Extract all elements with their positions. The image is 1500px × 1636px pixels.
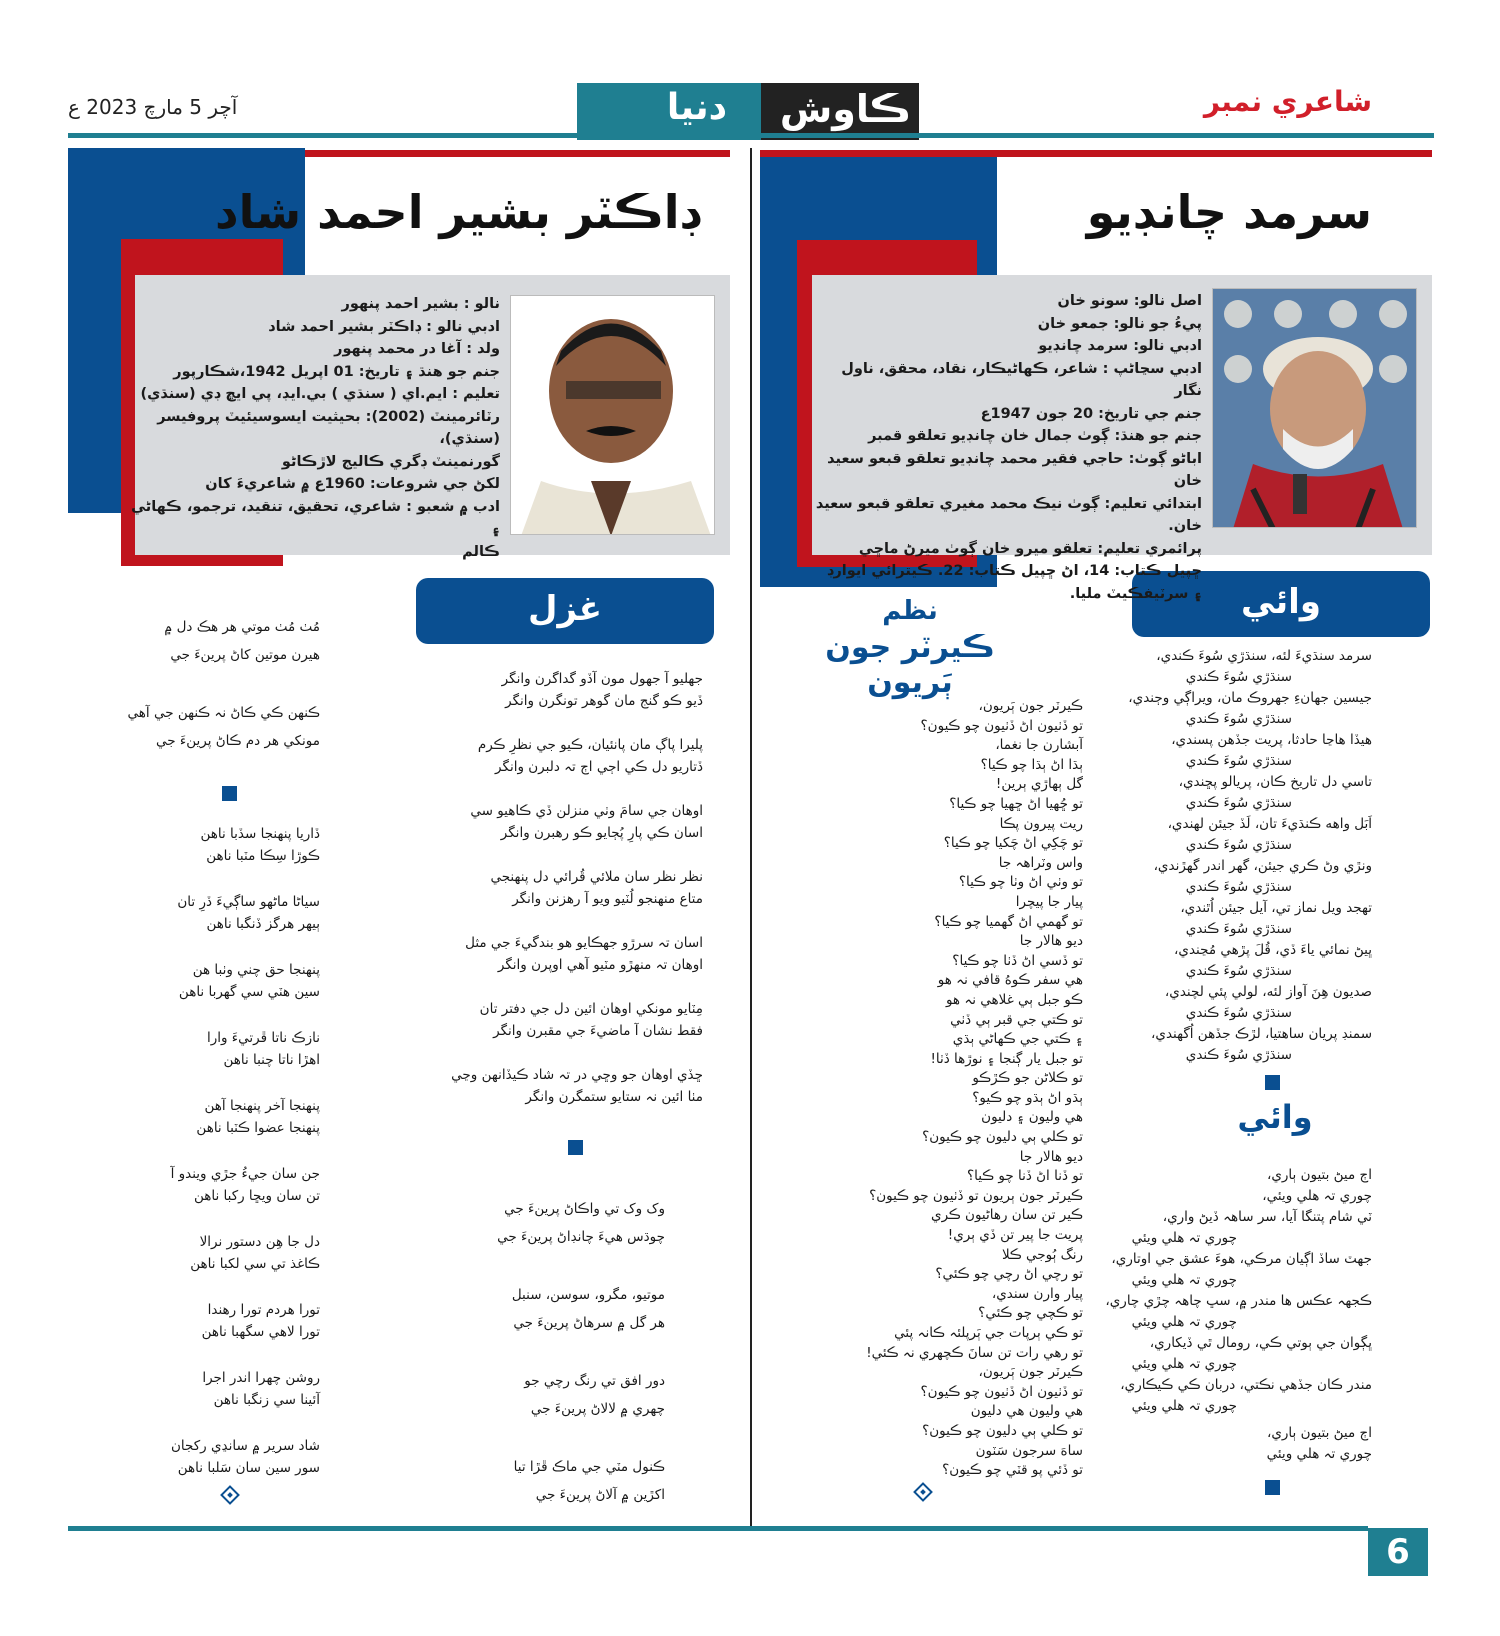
verse-line: چوڌس هيءَ چانڊاڻ پرينءَ جي — [497, 1229, 665, 1245]
wai-1-text — [1072, 646, 1372, 1066]
bio-line: ولد : آغا در محمد پنهور — [334, 341, 500, 357]
wai-heading-pill: وائي — [1132, 571, 1430, 637]
portrait-photo-icon — [1213, 289, 1417, 528]
verse-line: اهڙا ناتا چنبا ناهن — [223, 1052, 320, 1068]
verse-refrain: سنڌڙي سُوءَ ڪندي — [1185, 837, 1292, 853]
verse-line: تو ڇُهيا اڻ ڇهيا چو ڪيا؟ — [949, 795, 1083, 812]
verse-line: تاسي دل تاريخ ڪان، پريالو پڇندي، — [1178, 774, 1372, 790]
couplet — [405, 1367, 665, 1423]
verse-line: ڀيڻ نمائي ياءَ ڏي، قُلَ پڙهي مُڃندي، — [1174, 942, 1372, 958]
verse-line: جهٽ ساڏ اڳيان مرڪي، هوءَ عشق جي اوتاري، — [1111, 1251, 1372, 1267]
verse-line: تو ڪي ٻرپات جي ٻَرپلئہ ڪانہ پئي — [894, 1325, 1083, 1341]
verse-line: سمنڊ پريان ساهتيا، لڙڪ جڏهن اُگهندي، — [1151, 1026, 1372, 1042]
verse-line: ڇڏي اوهان جو وڇي در تہ شاد ڪيڏانهن وڃي — [451, 1067, 703, 1083]
verse-line: تو ڪلي ٻي دليون چو ڪيون؟ — [922, 1422, 1083, 1439]
page-number: 6 — [1368, 1528, 1428, 1576]
verse-line: تو ڏٺيون اڻ ڏٺيون چو ڪيون؟ — [920, 1383, 1083, 1400]
verse-line: تو ڪلي ٻي دليون چو ڪيون؟ — [922, 1129, 1083, 1146]
couplet — [403, 668, 703, 712]
verse-line: جن سان جيءُ جڙي ويندو آ — [170, 1166, 320, 1182]
wai-2-text — [1072, 1165, 1372, 1465]
verse-line: تو ڪلاڻن جو ڪڙڪو — [972, 1070, 1083, 1087]
verse-line: ديو هالار جا — [1019, 1148, 1083, 1165]
bio-line: تعليم : ايم.اي ( سنڌي ) بي.ايڊ، پي ايڇ ڊي (سنڌي) — [140, 386, 500, 402]
verse-refrain: سنڌڙي سُوءَ ڪندي — [1185, 963, 1292, 979]
verse-line: نازڪ ناتا ڦرتيءَ وارا — [206, 1030, 320, 1046]
couplet — [100, 1299, 320, 1343]
verse-line: تو جبل يار ڳنجا ۽ نوڙها ڏٺا! — [930, 1050, 1083, 1067]
red-rule-right — [760, 150, 1432, 157]
verse-line: تو ڏئي پو قٽي چو ڪيون؟ — [942, 1462, 1083, 1479]
bio-line: ڪالم — [462, 543, 500, 560]
verse-line: تو ڪچي چو ڪئي؟ — [978, 1305, 1083, 1322]
couplet — [403, 998, 703, 1042]
bio-text-right — [812, 290, 1202, 605]
verse-line: سياڻا ماڻهو ساڳيءَ ڏرِ تان — [177, 894, 320, 910]
verse-refrain: سنڌڙي سُوءَ ڪندي — [1185, 711, 1292, 727]
verse-line: موتيو، مگرو، سوسن، سنبل — [511, 1287, 665, 1303]
portrait-photo-icon — [511, 296, 715, 535]
couplet — [403, 734, 703, 778]
verse-line: سين هٽي سي گهربا ناهن — [178, 984, 320, 1000]
verse-line: ڏاريا پنهنجا سڏبا ناهن — [200, 826, 320, 842]
verse-line: تو چَکِي اڻ چَکيا چو ڪيا؟ — [943, 835, 1083, 852]
verse-line: چهري ۾ لالاڻ پرينءَ جي — [530, 1401, 665, 1417]
verse-line: ڏيو ڪو گنج مان گوهر تونگرن وانگر — [505, 693, 703, 709]
verse-line: اوهان جي سامَ وٺي منزلن ڏي ڪاهيو سي — [470, 803, 703, 819]
couplet — [403, 800, 703, 844]
verse-line: آئينا سي زنگبا ناهن — [213, 1392, 320, 1408]
bio-line: ادبي نالو: سرمد چانڊيو — [1038, 338, 1202, 354]
verse-line: گل ٻهاڙي ٻرين! — [995, 776, 1083, 793]
verse-line: ڀڳوان جي ٻوتي ڪي، رومال ٿي ڏيکاري، — [1149, 1335, 1372, 1351]
verse-line: صديون هِنَ آواز لئه، لولي پئي لچندي، — [1164, 984, 1372, 1000]
verse-line: رنگ ٻُوجي ڪلا — [1001, 1246, 1083, 1263]
couplet — [100, 959, 320, 1003]
bio-line: گورنمينٽ ڊگري ڪاليج لاڙڪاڻو — [281, 453, 500, 470]
wai-2-heading: وائي — [1237, 1098, 1313, 1136]
nazm-text — [763, 697, 1083, 1481]
section-separator-square-icon — [568, 1140, 583, 1155]
footer-rule — [68, 1526, 1368, 1531]
verse-line: ٻڌا اڻ ٻڌا چو ڪيا؟ — [980, 756, 1083, 773]
couplet — [100, 1231, 320, 1275]
verse-line: ۽ ڪتي جي ڪهاڻي ٻڌي — [952, 1031, 1083, 1048]
verse-refrain: چوري تہ هلي ويئي — [1131, 1230, 1237, 1246]
couplet — [100, 823, 320, 867]
bio-line: ادبي سڃاڻپ : شاعر، ڪهاڻيڪار، نقاد، محقق، ناول نگار — [841, 360, 1202, 399]
verse-line: آبشارن جا نغما، — [995, 737, 1083, 754]
nazm-title: ڪيرٽر جون ٻَريون — [825, 630, 995, 700]
verse-line: مونکي هر دم ڪاڻ پرينءَ جي — [156, 733, 320, 749]
verse-line: هيڏا هاڃا حادثا، پريت جڏهن پسندي، — [1171, 732, 1372, 748]
bio-line: پرائمري تعليم: تعلقو ميرو خان ڳوٺ ميرڻ ماڇي — [858, 540, 1202, 557]
verse-line: هر گل ۾ سرهاڻ پرينءَ جي — [513, 1315, 665, 1331]
verse-line: فقط نشان آ ماضيءَ جي مقبرن وانگر — [493, 1023, 703, 1039]
verse-line: اوهان تہ منهڙو مٽيو آهي اوپرن وانگر — [497, 957, 703, 973]
bio-line: رٽائرمينٽ (2002): بحيثيت ايسوسيئيٽ پروفيسر (سنڌي)، — [157, 408, 500, 447]
masthead-kawish: ڪاوش — [779, 87, 911, 131]
couplet — [100, 891, 320, 935]
verse-line: چوري تہ هلي ويئي، — [1262, 1188, 1372, 1204]
verse-line: ڪاغذ تي سي لکبا ناهن — [190, 1256, 320, 1272]
couplet — [100, 699, 320, 755]
verse-line: تورا هردم تورا رهندا — [207, 1302, 320, 1318]
verse-line: تو رچي اڻ رچي چو ڪئي؟ — [935, 1266, 1083, 1283]
verse-line: ڪنول مٽي جي ماڪ ڦڙا تيا — [513, 1459, 665, 1475]
verse-line: تو وٺي اڻ وٺا چو ڪيا؟ — [958, 874, 1083, 891]
verse-line: پيار جا پيچرا — [1015, 893, 1083, 910]
section-separator-square-icon — [1265, 1075, 1280, 1090]
verse-refrain: چوري تہ هلي ويئي — [1131, 1356, 1237, 1372]
verse-line: سرمد سنڌيءَ لئه، سنڌڙي سُوءَ ڪندي، — [1156, 648, 1372, 664]
verse-line: ريت پيرون پڪا — [999, 815, 1083, 832]
bio-line: اصل نالو: سونو خان — [1057, 293, 1202, 309]
couplet — [100, 1367, 320, 1411]
verse-line: تن سان ويڇا رکبا ناهن — [193, 1188, 320, 1204]
verse-refrain: سنڌڙي سُوءَ ڪندي — [1185, 1047, 1292, 1063]
poem-left-bottom-text — [100, 823, 320, 1479]
verse-line: ونڙي وڻ ڪري جيئن، گهر اندر گهڙندي، — [1153, 858, 1372, 874]
bio-line: پيءُ جو نالو: جمعو خان — [1037, 315, 1202, 332]
nazm-label: نظم — [882, 596, 938, 626]
verse-line: هي وليون ۽ دليون — [981, 1109, 1083, 1126]
header-rule — [68, 133, 1434, 138]
verse-line: ڪو جبل ٻي غلاهي نہ هو — [945, 991, 1083, 1008]
couplet — [403, 1064, 703, 1108]
verse-line: جيسين جهانءِ جهروڪ مان، ويراڳي وڄندي، — [1128, 690, 1372, 706]
bio-line: ڇپيل ڪتاب: 14، اڻ ڇپيل ڪتاب: 22. ڪيترائي ايوارڊ — [826, 563, 1202, 579]
verse-refrain: چوري تہ هلي ويئي — [1131, 1398, 1237, 1414]
verse-line: ڪنهن ڪي ڪاڻ نہ ڪنهن جي آهي — [127, 705, 320, 721]
ghazal-text — [403, 668, 703, 1130]
verse-line: ٽي شام پتنگا آيا، سر ساهہ ڏيڻ واري، — [1162, 1209, 1372, 1225]
verse-line: ڪيرٽر جون ٻريون تو ڏٺيون چو ڪيون؟ — [869, 1187, 1083, 1204]
verse-line: اڄ ميڻ بتيون ٻاري، — [1266, 1167, 1372, 1183]
verse-line: ڪجهہ عڪس ها مندر ۾، سڀ چاهہ چڙي چاري، — [1105, 1293, 1372, 1309]
verse-line: اڄ ميڻ بتيون ٻاري، — [1266, 1425, 1372, 1441]
couplet — [100, 1163, 320, 1207]
verse-line: روشن چهرا اندر اجرا — [202, 1370, 320, 1386]
profile-name: ڊاڪٽر بشير احمد شاد — [215, 185, 700, 239]
verse-line: دل جا هِن دستور نرالا — [199, 1234, 320, 1250]
verse-line: ديو هالار جا — [1019, 933, 1083, 950]
verse-line: ٻيهر هرگز ڏنگبا ناهن — [206, 916, 320, 932]
red-rule-left — [305, 150, 730, 157]
verse-line: دور افق تي رنگ رچي جو — [524, 1373, 665, 1389]
verse-line: ڪوڙا سِڪا مٽبا ناهن — [206, 848, 320, 864]
couplet — [405, 1195, 665, 1251]
verse-line: پليرا پاڳ مان پانئيان، ڪيو جي نظرِ ڪرم — [477, 737, 703, 753]
verse-line: مُٺ مُٺ موتي هر هڪ دل ۾ — [164, 619, 320, 635]
verse-line: شاد سرير ۾ سانڍي رکجان — [170, 1438, 320, 1454]
verse-line: هي سفر ڪوهُ قافي نہ هو — [937, 972, 1083, 989]
bio-line: اباڻو ڳوٺ: حاجي فقير محمد چانڊيو تعلقو قبعو سعيد خان — [827, 450, 1202, 489]
bio-line: ۽ سرٽيفڪيٽ مليا. — [1069, 585, 1202, 602]
bio-line: جنم جو هنڌ: ڳوٺ جمال خان چانڊيو تعلقو قمبر — [868, 428, 1202, 444]
verse-refrain: سنڌڙي سُوءَ ڪندي — [1185, 795, 1292, 811]
column-divider — [750, 148, 752, 1528]
verse-line: متاع منهنجو لُٽيو ويو آ رهزنن وانگر — [512, 891, 703, 907]
bio-line: نالو : بشير احمد پنهور — [341, 296, 500, 312]
verse-refrain: سنڌڙي سُوءَ ڪندي — [1185, 921, 1292, 937]
verse-line: ڪيرٽر جون ٻَريون، — [978, 1364, 1083, 1381]
section-end-square-icon — [1265, 1480, 1280, 1495]
portrait-photo-bashir — [510, 295, 715, 535]
verse-line: تو رهي رات تن سانَ ڪچهري نہ ڪئي! — [866, 1344, 1083, 1361]
verse-line: اکڙين ۾ آلاڻ پرينءَ جي — [535, 1487, 665, 1503]
verse-line: پنهنجا عضوا ڪٽبا ناهن — [196, 1120, 320, 1136]
ghazal-heading-pill: غزل — [416, 578, 714, 644]
verse-line: جهليو آ جهول مون آڏو گداگرن وانگر — [501, 671, 703, 687]
verse-line: ڏتاريو دل ڪي اڄي اڄ تہ دلبرن وانگر — [495, 759, 703, 775]
verse-line: پنهنجا حق چني وٺبا هن — [192, 962, 320, 978]
verse-line: تو ڏسي اڻ ڏٺا چو ڪيا؟ — [952, 952, 1083, 969]
verse-line: هيرن موتين کاڻ پرينءَ جي — [170, 647, 320, 663]
verse-line: اسان تہ سرڙو جهڪايو هو بندگيءَ جي مثل — [465, 935, 703, 951]
verse-line: واس وٽراهہ جا — [998, 854, 1083, 871]
verse-line: تورا لاهي سگهبا ناهن — [201, 1324, 320, 1340]
verse-line: سور سين سان سَلبا ناهن — [177, 1460, 320, 1476]
couplet — [100, 1435, 320, 1479]
verse-refrain: چوري تہ هلي ويئي — [1131, 1314, 1237, 1330]
verse-line: وک وک تي واڪاڻ پرينءَ جي — [504, 1201, 665, 1217]
verse-line: اَبَل واهه ڪنڌيءَ تان، لَڏ جيئن لهندي، — [1167, 816, 1372, 832]
verse-line: تو ڏنا اڻ ڏنا چو ڪيا؟ — [966, 1168, 1083, 1185]
verse-line: تهجد ويل نماز تي، آيل جيئن اُٿندي، — [1180, 900, 1372, 916]
verse-line: مندر ڪان جڏهي نڪتي، دربان ڪي ڪيڪاري، — [1120, 1377, 1372, 1393]
verse-line: پريت جا پير تن ڏي ٻري! — [947, 1227, 1083, 1244]
section-title: شاعري نمبر — [1203, 85, 1372, 118]
verse-refrain: سنڌڙي سُوءَ ڪندي — [1185, 669, 1292, 685]
section-separator-square-icon — [222, 786, 237, 801]
couplet — [403, 932, 703, 976]
section-end-diamond-icon — [913, 1482, 933, 1502]
profile-name: سرمد چانڊيو — [1086, 185, 1372, 239]
verse-line: هي وليون هي دليون — [970, 1403, 1083, 1420]
bio-line: ادبي نالو : ڊاڪٽر بشير احمد شاد — [268, 318, 500, 335]
bio-line: ادب ۾ شعبو : شاعري، تحقيق، تنقيد، ترجمو، ڪهاڻي ۽ — [131, 498, 500, 537]
verse-line: اسان ڪي پارِ پُڄايو ڪو رهبرن وانگر — [500, 825, 703, 841]
bio-text-left — [120, 293, 500, 563]
verse-refrain: سنڌڙي سُوءَ ڪندي — [1185, 879, 1292, 895]
verse-line: چوري تہ هلي ويئي — [1266, 1446, 1372, 1462]
issue-date: آچر 5 مارچ 2023 ع — [68, 95, 238, 119]
masthead-duniya: دنيا — [666, 87, 728, 128]
verse-line: ڪير تن سان رهاڻيون ڪري — [931, 1207, 1083, 1224]
couplet — [100, 1027, 320, 1071]
bio-line: جنم جي تاريخ: 20 جون 1947ع — [980, 405, 1202, 422]
couplet — [405, 1281, 665, 1337]
verse-refrain: چوري تہ هلي ويئي — [1131, 1272, 1237, 1288]
verse-line: ٻڌو اڻ ٻڌو چو ڪيو؟ — [972, 1089, 1083, 1106]
verse-line: پيار وارن سندي، — [991, 1285, 1083, 1302]
poem-left-top-text — [100, 613, 320, 777]
verse-refrain: سنڌڙي سُوءَ ڪندي — [1185, 1005, 1292, 1021]
verse-line: ڪيرٽر جون ٻَريون، — [978, 698, 1083, 714]
couplet — [100, 613, 320, 669]
verse-line: نظر نظر سان ملائي قُرائي دل پنهنجي — [490, 869, 703, 885]
couplet — [403, 866, 703, 910]
verse-line: مِٽايو مونکي اوهان ائين دل جي دفتر تان — [479, 1001, 703, 1017]
poem-flowers-text — [405, 1195, 665, 1531]
masthead-logo — [577, 83, 919, 140]
couplet — [405, 1453, 665, 1509]
section-end-diamond-icon — [220, 1485, 240, 1505]
verse-line: تو ڪتي جي قبر ٻي ڏٺي — [950, 1011, 1083, 1028]
verse-line: تو ڏٺيون اڻ ڏٺيون چو ڪيون؟ — [920, 717, 1083, 734]
verse-line: مٺا ائين نہ ستايو ستمگرن وانگر — [525, 1089, 703, 1105]
bio-line: لکڻ جي شروعات: 1960ع ۾ شاعريءَ کان — [205, 476, 500, 492]
portrait-photo-sarmad — [1212, 288, 1417, 528]
couplet — [100, 1095, 320, 1139]
bio-line: ابتدائي تعليم: ڳوٺ نيڪ محمد مغيري تعلقو قبعو سعيد خان. — [815, 495, 1202, 534]
verse-line: تو گهمي اڻ گهميا چو ڪيا؟ — [934, 913, 1083, 930]
verse-refrain: سنڌڙي سُوءَ ڪندي — [1185, 753, 1292, 769]
verse-line: ساهَ سرجون سَٽون — [975, 1442, 1083, 1459]
bio-line: جنم جو هنڌ ۽ تاريخ: 01 اپريل 1942،شڪارپور — [173, 363, 500, 380]
verse-line: پنهنجا آخر پنهنجا آهن — [204, 1098, 320, 1114]
